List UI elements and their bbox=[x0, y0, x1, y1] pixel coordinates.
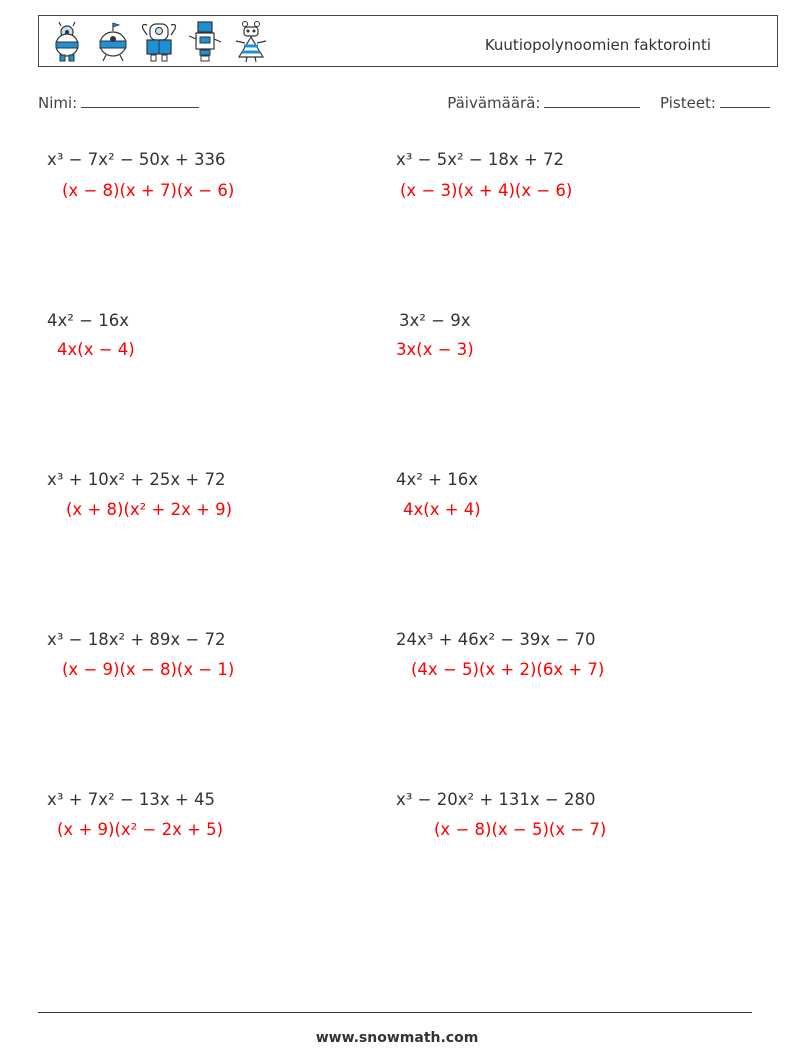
problem-9-answer: (x + 9)(x² − 2x + 5) bbox=[57, 820, 224, 839]
robot-5-icon bbox=[231, 19, 271, 65]
name-label: Nimi: bbox=[38, 94, 78, 112]
problem-5-answer: (x + 8)(x² + 2x + 9) bbox=[66, 500, 233, 519]
problem-7-answer: (x − 9)(x − 8)(x − 1) bbox=[62, 660, 235, 679]
date-label: Päivämäärä: bbox=[447, 94, 541, 112]
robot-4-icon bbox=[185, 19, 225, 65]
score-blank[interactable] bbox=[720, 95, 770, 108]
problem-3-answer: 4x(x − 4) bbox=[57, 340, 135, 359]
problem-2-question: x³ − 5x² − 18x + 72 bbox=[396, 150, 564, 169]
problem-6-answer: 4x(x + 4) bbox=[403, 500, 481, 519]
problem-7-question: x³ − 18x² + 89x − 72 bbox=[47, 630, 226, 649]
problem-6-question: 4x² + 16x bbox=[396, 470, 478, 489]
header-box bbox=[38, 15, 778, 67]
robot-2-icon bbox=[93, 19, 133, 65]
robot-strip bbox=[47, 19, 271, 65]
problem-2-answer: (x − 3)(x + 4)(x − 6) bbox=[400, 181, 573, 200]
name-field[interactable] bbox=[38, 94, 199, 112]
date-score-fields bbox=[447, 94, 770, 112]
problem-9-question: x³ + 7x² − 13x + 45 bbox=[47, 790, 215, 809]
problem-8-question: 24x³ + 46x² − 39x − 70 bbox=[396, 630, 596, 649]
problem-4-question: 3x² − 9x bbox=[399, 311, 471, 330]
problem-5-question: x³ + 10x² + 25x + 72 bbox=[47, 470, 226, 489]
problem-1-question: x³ − 7x² − 50x + 336 bbox=[47, 150, 226, 169]
problem-3-question: 4x² − 16x bbox=[47, 311, 129, 330]
worksheet-title: Kuutiopolynoomien faktorointi bbox=[484, 36, 711, 54]
problem-4-answer: 3x(x − 3) bbox=[396, 340, 474, 359]
problem-1-answer: (x − 8)(x + 7)(x − 6) bbox=[62, 181, 235, 200]
footer-divider bbox=[38, 1012, 752, 1013]
problem-10-question: x³ − 20x² + 131x − 280 bbox=[396, 790, 596, 809]
robot-1-icon bbox=[47, 19, 87, 65]
problem-10-answer: (x − 8)(x − 5)(x − 7) bbox=[434, 820, 607, 839]
problem-8-answer: (4x − 5)(x + 2)(6x + 7) bbox=[411, 660, 605, 679]
footer-website[interactable]: www.snowmath.com bbox=[315, 1030, 479, 1046]
date-blank[interactable] bbox=[544, 95, 640, 108]
robot-3-icon bbox=[139, 19, 179, 65]
score-label: Pisteet: bbox=[660, 94, 716, 112]
name-blank[interactable] bbox=[81, 95, 199, 108]
